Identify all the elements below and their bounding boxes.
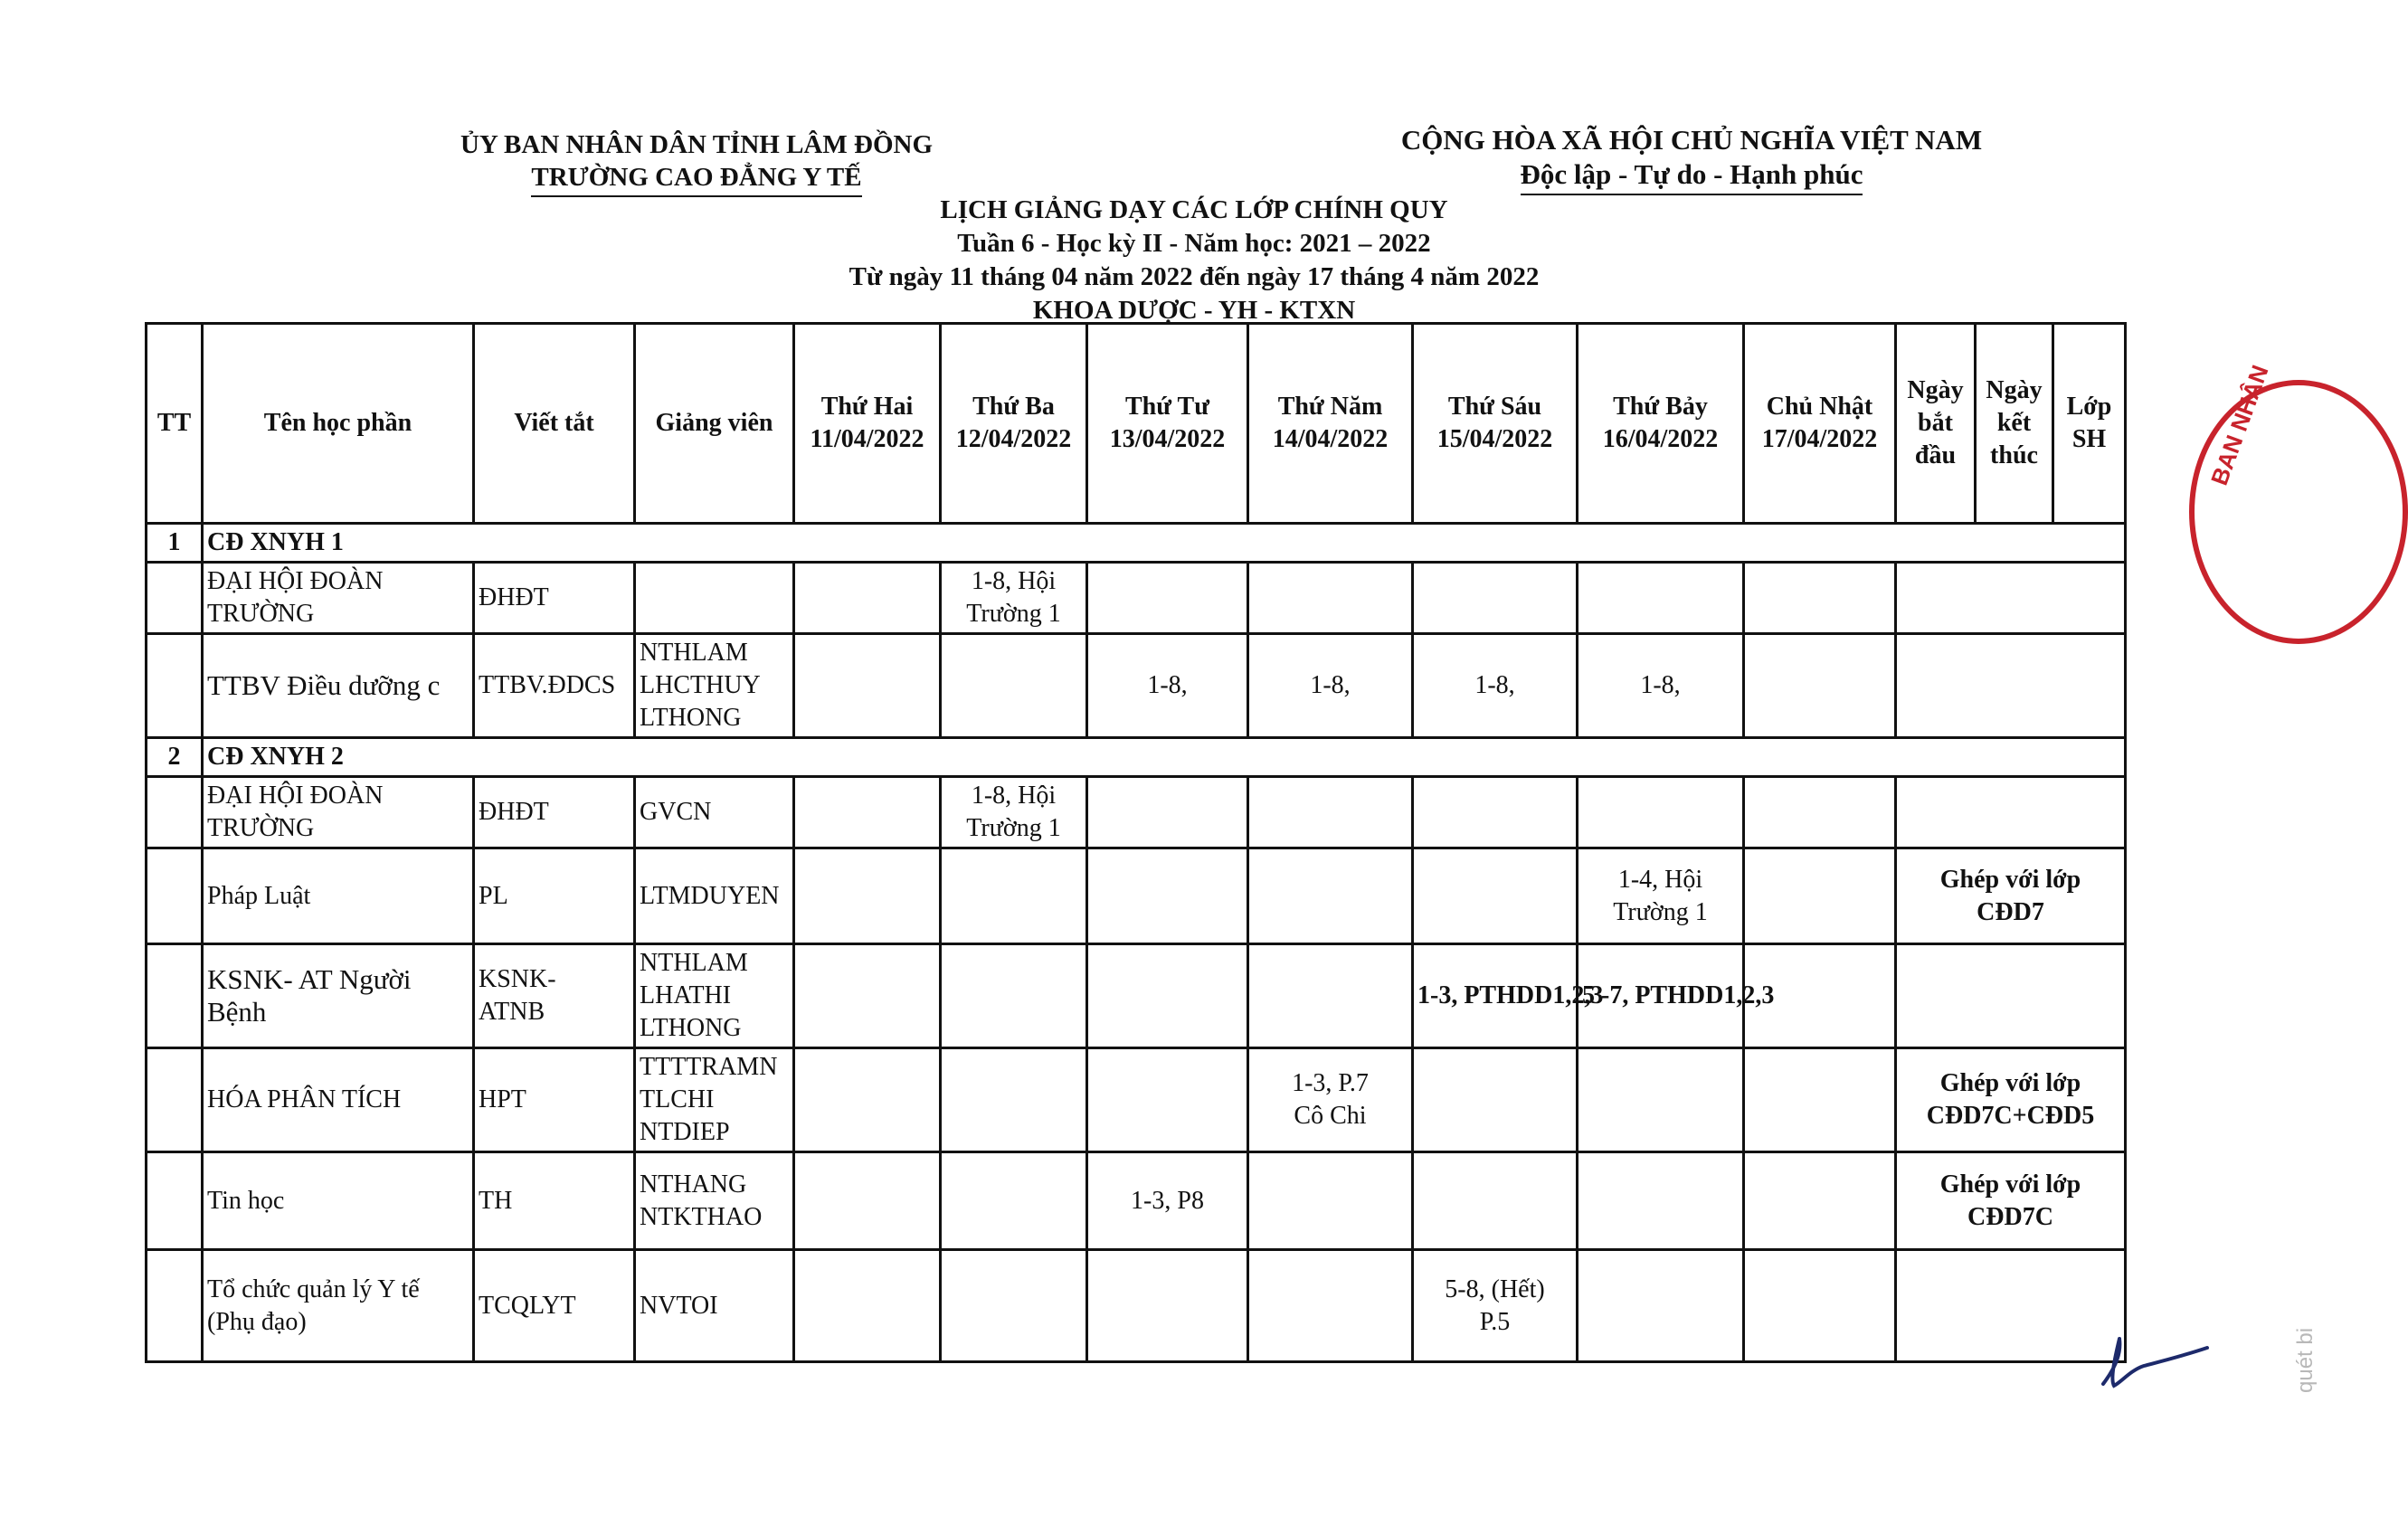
wed-cell — [1087, 1250, 1248, 1362]
col-tt: TT — [147, 324, 203, 524]
mon-cell — [794, 848, 941, 944]
col-wednesday: Thứ Tư 13/04/2022 — [1087, 324, 1248, 524]
thu-cell: 1-3, P.7 Cô Chi — [1248, 1048, 1413, 1152]
abbr-cell: TCQLYT — [474, 1250, 635, 1362]
col-start-date: Ngày bắt đầu — [1896, 324, 1976, 524]
note-cell — [1896, 944, 2126, 1048]
col-lecturer: Giảng viên — [635, 324, 794, 524]
subject-cell: HÓA PHÂN TÍCH — [203, 1048, 474, 1152]
seal-text: BAN NHÂN — [2205, 361, 2274, 489]
province-committee: ỦY BAN NHÂN DÂN TỈNH LÂM ĐỒNG — [460, 130, 933, 159]
tue-cell: 1-8, Hội Trường 1 — [941, 777, 1087, 848]
subject-cell: ĐẠI HỘI ĐOÀN TRƯỜNG — [203, 563, 474, 634]
table-row — [147, 1048, 2126, 1152]
row-tt — [147, 563, 203, 634]
abbr-cell: HPT — [474, 1048, 635, 1152]
lecturer-cell: NTHLAM LHATHI LTHONG — [635, 944, 794, 1048]
note-cell — [1896, 563, 2126, 634]
thu-cell — [1248, 777, 1413, 848]
fri-cell: 5-8, (Hết) P.5 — [1413, 1250, 1578, 1362]
row-tt — [147, 1048, 203, 1152]
fri-cell: 1-3, PTHDD1,2,3 — [1413, 944, 1578, 1048]
sat-cell — [1578, 777, 1744, 848]
subject-cell: Pháp Luật — [203, 848, 474, 944]
tue-cell — [941, 1250, 1087, 1362]
fri-cell — [1413, 1048, 1578, 1152]
col-monday: Thứ Hai 11/04/2022 — [794, 324, 941, 524]
note-cell: Ghép với lớp CĐD7C+CĐD5 — [1896, 1048, 2126, 1152]
abbr-cell: TTBV.ĐDCS — [474, 634, 635, 738]
college-name — [398, 161, 995, 197]
col-sunday: Chủ Nhật 17/04/2022 — [1744, 324, 1896, 524]
mon-cell — [794, 1048, 941, 1152]
lecturer-cell: GVCN — [635, 777, 794, 848]
thu-cell — [1248, 1250, 1413, 1362]
mon-cell — [794, 634, 941, 738]
row-tt — [147, 1152, 203, 1250]
lecturer-cell: NVTOI — [635, 1250, 794, 1362]
thu-cell — [1248, 1152, 1413, 1250]
tue-cell: 1-8, Hội Trường 1 — [941, 563, 1087, 634]
group-row — [147, 524, 2126, 563]
fri-cell: 1-8, — [1413, 634, 1578, 738]
mon-cell — [794, 944, 941, 1048]
wed-cell — [1087, 777, 1248, 848]
tue-cell — [941, 634, 1087, 738]
sun-cell — [1744, 1250, 1896, 1362]
col-thursday: Thứ Năm 14/04/2022 — [1248, 324, 1413, 524]
col-subject: Tên học phần — [203, 324, 474, 524]
col-saturday: Thứ Bảy 16/04/2022 — [1578, 324, 1744, 524]
group-name: CĐ XNYH 1 — [203, 524, 2126, 563]
date-range: Từ ngày 11 tháng 04 năm 2022 đến ngày 17 tháng 4 năm 2022 — [848, 262, 1540, 291]
fri-cell — [1413, 1152, 1578, 1250]
header-row — [147, 324, 2126, 524]
thu-cell — [1248, 944, 1413, 1048]
document-title-block — [687, 194, 1701, 327]
sat-cell — [1578, 1048, 1744, 1152]
schedule-table — [145, 322, 2127, 1363]
thu-cell — [1248, 563, 1413, 634]
mon-cell — [794, 777, 941, 848]
group-number: 1 — [147, 524, 203, 563]
lecturer-cell: NTHLAM LHCTHUY LTHONG — [635, 634, 794, 738]
signature-mark — [2094, 1330, 2212, 1402]
abbr-cell: KSNK- ATNB — [474, 944, 635, 1048]
table-row — [147, 1250, 2126, 1362]
wed-cell — [1087, 848, 1248, 944]
fri-cell — [1413, 777, 1578, 848]
sat-cell: 5 -7, PTHDD1,2,3 — [1578, 944, 1744, 1048]
note-cell — [1896, 1250, 2126, 1362]
fri-cell — [1413, 848, 1578, 944]
row-tt — [147, 634, 203, 738]
sat-cell: 1-8, — [1578, 634, 1744, 738]
sat-cell: 1-4, Hội Trường 1 — [1578, 848, 1744, 944]
note-cell — [1896, 777, 2126, 848]
abbr-cell: PL — [474, 848, 635, 944]
wed-cell — [1087, 1048, 1248, 1152]
subject-cell: KSNK- AT Người Bệnh — [203, 944, 474, 1048]
abbr-cell: TH — [474, 1152, 635, 1250]
subject-cell: ĐẠI HỘI ĐOÀN TRƯỜNG — [203, 777, 474, 848]
college-name-text: TRƯỜNG CAO ĐẲNG Y TẾ — [531, 161, 861, 197]
tue-cell — [941, 1152, 1087, 1250]
note-cell: Ghép với lớp CĐD7 — [1896, 848, 2126, 944]
official-seal — [2189, 380, 2408, 644]
issuing-organization — [398, 128, 995, 197]
department-name: KHOA DƯỢC - YH - KTXN — [1032, 296, 1356, 325]
lecturer-cell: NTHANG NTKTHAO — [635, 1152, 794, 1250]
lecturer-cell: TTTTRAMN TLCHI NTDIEP — [635, 1048, 794, 1152]
subject-cell: TTBV Điều dưỡng c — [203, 634, 474, 738]
note-cell — [1896, 634, 2126, 738]
thu-cell: 1-8, — [1248, 634, 1413, 738]
col-tuesday: Thứ Ba 12/04/2022 — [941, 324, 1087, 524]
tue-cell — [941, 1048, 1087, 1152]
mon-cell — [794, 563, 941, 634]
motto — [1339, 157, 2044, 195]
document-title: LỊCH GIẢNG DẠY CÁC LỚP CHÍNH QUY — [940, 195, 1448, 224]
wed-cell: 1-3, P8 — [1087, 1152, 1248, 1250]
col-abbr: Viết tắt — [474, 324, 635, 524]
thu-cell — [1248, 848, 1413, 944]
group-row — [147, 738, 2126, 777]
sun-cell — [1744, 634, 1896, 738]
tue-cell — [941, 848, 1087, 944]
subject-cell: Tin học — [203, 1152, 474, 1250]
group-name: CĐ XNYH 2 — [203, 738, 2126, 777]
subject-cell: Tổ chức quản lý Y tế (Phụ đạo) — [203, 1250, 474, 1362]
national-motto-block — [1339, 123, 2044, 195]
tue-cell — [941, 944, 1087, 1048]
sun-cell — [1744, 848, 1896, 944]
table-row — [147, 1152, 2126, 1250]
row-tt — [147, 848, 203, 944]
week-semester: Tuần 6 - Học kỳ II - Năm học: 2021 – 2022 — [957, 229, 1431, 258]
sun-cell — [1744, 1048, 1896, 1152]
sat-cell — [1578, 563, 1744, 634]
row-tt — [147, 777, 203, 848]
table-row — [147, 944, 2126, 1048]
col-friday: Thứ Sáu 15/04/2022 — [1413, 324, 1578, 524]
sun-cell — [1744, 1152, 1896, 1250]
table-row — [147, 563, 2126, 634]
wed-cell — [1087, 563, 1248, 634]
group-number: 2 — [147, 738, 203, 777]
table-row — [147, 777, 2126, 848]
col-class: Lớp SH — [2053, 324, 2126, 524]
sat-cell — [1578, 1250, 1744, 1362]
row-tt — [147, 944, 203, 1048]
lecturer-cell: LTMDUYEN — [635, 848, 794, 944]
row-tt — [147, 1250, 203, 1362]
motto-text: Độc lập - Tự do - Hạnh phúc — [1521, 157, 1863, 195]
note-cell: Ghép với lớp CĐD7C — [1896, 1152, 2126, 1250]
table-row — [147, 848, 2126, 944]
table-row — [147, 634, 2126, 738]
side-note: quét bi — [2293, 1327, 2318, 1393]
sun-cell — [1744, 777, 1896, 848]
country-name: CỘNG HÒA XÃ HỘI CHỦ NGHĨA VIỆT NAM — [1400, 124, 1983, 156]
mon-cell — [794, 1250, 941, 1362]
sun-cell — [1744, 563, 1896, 634]
mon-cell — [794, 1152, 941, 1250]
wed-cell — [1087, 944, 1248, 1048]
wed-cell: 1-8, — [1087, 634, 1248, 738]
col-end-date: Ngày kết thúc — [1976, 324, 2053, 524]
lecturer-cell — [635, 563, 794, 634]
fri-cell — [1413, 563, 1578, 634]
abbr-cell: ĐHĐT — [474, 777, 635, 848]
sat-cell — [1578, 1152, 1744, 1250]
abbr-cell: ĐHĐT — [474, 563, 635, 634]
